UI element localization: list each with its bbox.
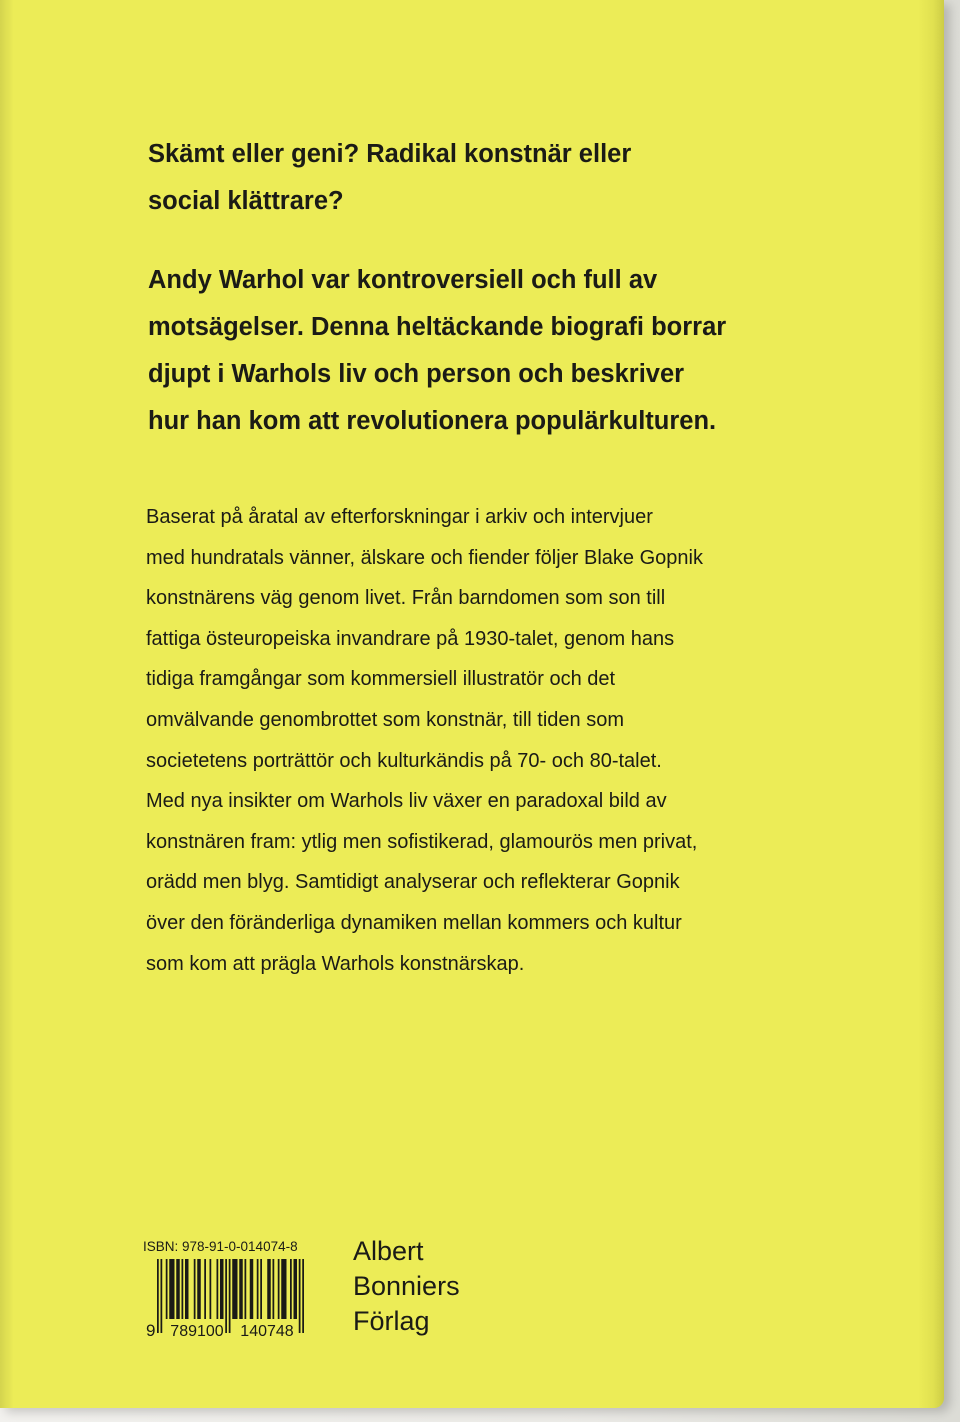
blurb-line: över den föränderliga dynamiken mellan kommers och kultur (146, 911, 682, 934)
barcode-bar (278, 1259, 280, 1319)
barcode-graphic (143, 1257, 323, 1339)
barcode-bar (273, 1259, 275, 1319)
barcode-bar (169, 1259, 174, 1319)
cover-left-edge-shadow (0, 0, 14, 1408)
lead-paragraph (148, 257, 868, 445)
barcode-bar (194, 1259, 196, 1319)
barcode-bar (185, 1259, 189, 1319)
barcode-bar (260, 1259, 262, 1319)
publisher-line: Albert (353, 1236, 424, 1266)
blurb-line: Med nya insikter om Warhols liv växer en paradoxal bild av (146, 790, 667, 813)
barcode-bar (245, 1259, 247, 1319)
barcode-bar (267, 1259, 271, 1319)
barcode-bar (204, 1259, 206, 1319)
blurb-line: societetens porträttör och kulturkändis på 70- och 80-talet. (146, 749, 662, 772)
barcode-bar (182, 1259, 184, 1319)
publisher-line: Bonniers (353, 1271, 460, 1301)
lead-line: djupt i Warhols liv och person och beskriver (148, 360, 685, 388)
lead-line: hur han kom att revolutionera populärkulturen. (148, 407, 717, 435)
barcode-bar (220, 1259, 224, 1319)
cover-right-edge-shadow (918, 0, 944, 1408)
publisher-line: Förlag (353, 1306, 430, 1336)
blurb-line: som kom att prägla Warhols konstnärskap. (146, 952, 525, 975)
barcode-guard-bar (225, 1259, 227, 1333)
barcode-bar (290, 1259, 292, 1319)
blurb-line: Baserat på åratal av efterforskningar i arkiv och intervjuer (146, 506, 653, 528)
publisher-logo (353, 1234, 460, 1339)
barcode-bar (166, 1259, 168, 1319)
barcode-bar (210, 1259, 212, 1319)
barcode-digits-right: 140748 (240, 1323, 294, 1339)
barcode-guard-bar (229, 1259, 231, 1333)
barcode-bar (257, 1259, 259, 1319)
blurb-line: omvälvande genombrottet som konstnär, till tiden som (146, 708, 625, 731)
barcode-guard-bar (157, 1259, 159, 1333)
blurb-line: med hundratals vänner, älskare och fiender följer Blake Gopnik (146, 546, 703, 569)
headline-line: Skämt eller geni? Radikal konstnär eller (148, 140, 632, 168)
barcode-bar (281, 1259, 286, 1319)
blurb-line: tidiga framgångar som kommersiell illustratör och det (146, 668, 616, 691)
lead-line: motsägelser. Denna heltäckande biografi borrar (148, 313, 727, 341)
lead-line: Andy Warhol var kontroversiell och full av (148, 266, 658, 294)
barcode-bars (157, 1259, 304, 1333)
isbn-barcode (143, 1239, 323, 1339)
blurb-line: fattiga östeuropeiska invandrare på 1930-talet, genom hans (146, 627, 675, 650)
blurb-line: konstnären fram: ytlig men sofistikerad, glamourös men privat, (146, 830, 698, 853)
headline-question (148, 131, 868, 225)
barcode-digits-left: 789100 (170, 1323, 224, 1339)
barcode-bar (176, 1259, 180, 1319)
barcode-bar (250, 1259, 254, 1319)
blurb-line: orädd men blyg. Samtidigt analyserar och reflekterar Gopnik (146, 871, 680, 894)
barcode-bar (197, 1259, 201, 1319)
barcode-bar (239, 1259, 243, 1319)
barcode-bar (294, 1259, 298, 1319)
barcode-digit-first: 9 (146, 1321, 156, 1339)
blurb-paragraph (146, 497, 886, 984)
blurb-line: konstnärens väg genom livet. Från barndomen som son till (146, 587, 666, 610)
barcode-guard-bar (161, 1259, 163, 1333)
barcode-bar (217, 1259, 219, 1319)
barcode-guard-bar (302, 1259, 304, 1333)
headline-line: social klättrare? (148, 187, 344, 215)
barcode-guard-bar (299, 1259, 301, 1333)
barcode-bar (232, 1259, 237, 1319)
isbn-label: ISBN: 978-91-0-014074-8 (143, 1239, 298, 1254)
